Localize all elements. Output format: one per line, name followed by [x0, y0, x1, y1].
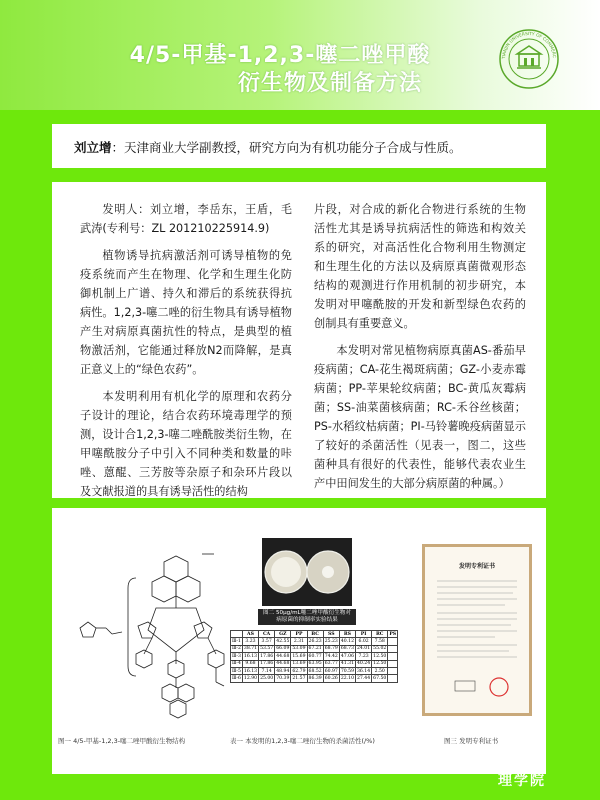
table-cell: 63.77	[324, 661, 338, 667]
table-cell: 12.50	[373, 661, 387, 667]
body-paragraph: 植物诱导抗病激活剂可诱导植物的免疫系统而产生在物理、化学和生理生化防御机制上广谱、持久和滞后的系统获得抗病性。1,2,3-噻二唑的衍生物具有诱导植物产生对病原真菌抗性的特点，是典型的植物激活剂，它能通过释放N2而降解，是真正意义上的“绿色农药”。	[80, 249, 292, 376]
table-cell: 3.23	[242, 638, 258, 645]
table-cell: 6.02	[356, 638, 372, 645]
table-cell	[388, 675, 398, 682]
table-cell: 24.01	[357, 646, 371, 652]
table-cell: 16.13	[243, 668, 258, 674]
table-cell: 27.44	[357, 676, 371, 682]
table-header-cell: RC	[372, 631, 388, 638]
table-cell: 40.12	[340, 639, 354, 645]
table-cell: 40.24	[357, 661, 371, 667]
figure3-caption: 图三 发明专利证书	[444, 737, 499, 745]
table-cell: 55.02	[373, 646, 387, 652]
table-cell: 62.79	[292, 668, 306, 674]
table-cell: Ⅲ-5	[232, 668, 241, 674]
table-cell: 3.57	[259, 638, 275, 645]
table-cell: 13.69	[292, 661, 306, 667]
table-row	[231, 660, 398, 667]
table-cell: 44.68	[276, 653, 290, 659]
table-cell: 25.00	[260, 676, 274, 682]
author-line	[74, 138, 462, 156]
table-cell: 9.68	[242, 660, 258, 667]
table-cell: 47.06	[340, 653, 354, 659]
petri-dish-image	[262, 538, 352, 606]
table-cell: 63.95	[308, 661, 322, 667]
table-cell: 21.57	[292, 676, 306, 682]
table-row	[231, 667, 398, 674]
table-cell: 25.23	[324, 639, 338, 645]
table-cell: 66.09	[276, 646, 290, 652]
table-cell: 70.59	[340, 668, 354, 674]
table-cell: 68.79	[324, 646, 338, 652]
table-cell: 48.94	[276, 668, 290, 674]
table-cell: 53.09	[292, 646, 306, 652]
body-panel	[52, 182, 546, 498]
table-cell	[388, 653, 398, 660]
table-cell: 7.14	[259, 667, 275, 674]
table-cell: 12.90	[243, 676, 258, 682]
petri-dish-photo	[262, 538, 352, 606]
table-cell: 53.57	[260, 646, 274, 652]
table-header-cell: BC	[307, 631, 323, 638]
table-cell: Ⅲ-6	[232, 676, 241, 682]
inventors-paragraph: 发明人：刘立增，李岳东，王盾，毛武涛(专利号：ZL 201210225914.9)	[80, 203, 292, 235]
table-cell: Ⅲ-3	[232, 653, 241, 659]
figure1-caption: 图一 4/5-甲基-1,2,3-噻二唑甲酸衍生物结构	[58, 737, 186, 745]
table-cell: 42.55	[276, 639, 290, 645]
poster-title-line1: 4/5-甲基-1,2,3-噻二唑甲酸	[129, 43, 431, 68]
author-description: ：天津商业大学副教授，研究方向为有机功能分子合成与性质。	[111, 140, 462, 155]
table-header-cell: CA	[259, 631, 275, 638]
table-cell: 17.86	[260, 653, 274, 659]
table-cell: Ⅲ-4	[232, 661, 241, 667]
footer-logo: 理学院	[498, 773, 546, 789]
patent-certificate-image	[422, 544, 532, 716]
body-column-left	[80, 200, 292, 509]
table-row	[231, 675, 398, 682]
university-seal-icon	[498, 28, 560, 90]
certificate-title: 发明专利证书	[458, 563, 495, 570]
table-cell: Ⅲ-1	[232, 639, 241, 645]
figures-panel	[52, 508, 546, 774]
table-cell	[388, 645, 398, 652]
author-panel	[52, 124, 546, 168]
table-cell: 15.69	[292, 653, 306, 659]
chemical-structure-figure	[66, 536, 236, 724]
table-cell: 70.39	[276, 676, 290, 682]
activity-table	[230, 630, 398, 683]
certificate-body-icon	[425, 547, 529, 713]
table1-caption: 表一 本发明的1,2,3-噻二唑衍生物的杀菌活性(/%)	[230, 737, 375, 745]
table-cell: 67.50	[373, 676, 387, 682]
table-header-cell: SS	[323, 631, 339, 638]
table-cell: Ⅲ-2	[232, 646, 241, 652]
table-header-cell	[231, 631, 243, 638]
table-cell: 12.50	[373, 653, 387, 659]
table-row	[231, 638, 398, 645]
activity-table-wrapper	[230, 630, 398, 683]
table-cell: 36.14	[357, 668, 371, 674]
table-header-cell: GZ	[275, 631, 291, 638]
body-column-right	[314, 200, 526, 501]
table-cell: 38.71	[243, 646, 258, 652]
body-paragraph: 本发明对常见植物病原真菌AS-番茄早疫病菌；CA-花生褐斑病菌；GZ-小麦赤霉病菌；PP-苹果轮纹病菌；BC-黄瓜灰霉病菌；SS-油菜菌核病菌；RC-禾谷丝核菌；PS-水稻纹枯病菌；PI-马铃薯晚疫病菌显示了较好的杀菌活性（见表一，图二，这些菌种具有很好的代表性，能够代表农业生产中田间发生的大部分病原菌的种属。）	[314, 344, 526, 490]
table-cell: 60.97	[324, 668, 338, 674]
table-cell: 2.50	[372, 667, 388, 674]
table-header-cell: PI	[356, 631, 372, 638]
table-cell: 41.31	[340, 661, 354, 667]
table-header-cell: PP	[291, 631, 307, 638]
table-cell	[388, 638, 398, 645]
table-header-cell: PS	[389, 631, 397, 637]
table-header-cell: AS	[242, 631, 258, 638]
figure2-caption: 图二 50μg/mL噻二唑甲酸衍生物对病原菌的抑制率实验结果	[258, 609, 356, 625]
seal-text: TIANJIN UNIVERSITY OF COMMERC	[501, 31, 557, 60]
table-cell: 26.23	[308, 639, 322, 645]
table-cell	[388, 667, 398, 674]
table-cell: 67.21	[308, 646, 322, 652]
poster-title-line2: 衍生物及制备方法	[237, 71, 422, 96]
table-row	[231, 653, 398, 660]
table-cell: 7.58	[372, 638, 388, 645]
table-cell: 17.86	[260, 661, 274, 667]
table-cell	[388, 660, 398, 667]
table-cell: 2.31	[291, 638, 307, 645]
table-cell: 22.10	[340, 676, 354, 682]
body-paragraph: 片段，对合成的新化合物进行系统的生物活性尤其是诱导抗病活性的筛选和构效关系的研究，对高活性化合物利用生物测定和生理生化的方法以及病原真菌微观形态结构的观测进行作用机制的初步研究，本发明对甲噻酰胺的开发和新型绿色农药的创制具有重要意义。	[314, 203, 526, 330]
table-cell: 7.23	[356, 653, 372, 660]
table-cell: 16.13	[243, 653, 258, 659]
table-cell: 44.68	[276, 661, 290, 667]
table-header-row	[231, 631, 398, 638]
table-cell: 60.26	[324, 676, 338, 682]
table-cell: 74.42	[324, 653, 338, 659]
table-cell: 86.39	[308, 676, 322, 682]
table-header-cell: RS	[339, 631, 355, 638]
author-name: 刘立增	[74, 140, 112, 155]
table-row	[231, 645, 398, 652]
table-cell: 60.77	[308, 653, 322, 659]
body-paragraph: 本发明利用有机化学的原理和农药分子设计的理论，结合农药环境毒理学的预测，设计合1,2,3-噻二唑酰胺类衍生物，在甲噻酰胺分子中引入不同种类和数量的咔唑、蒽醌、三芳胺等杂原子和杂环片段以及文献报道的具有诱导活性的结构	[80, 390, 292, 498]
table-cell: 68.73	[340, 646, 354, 652]
table-cell: 68.52	[308, 668, 322, 674]
